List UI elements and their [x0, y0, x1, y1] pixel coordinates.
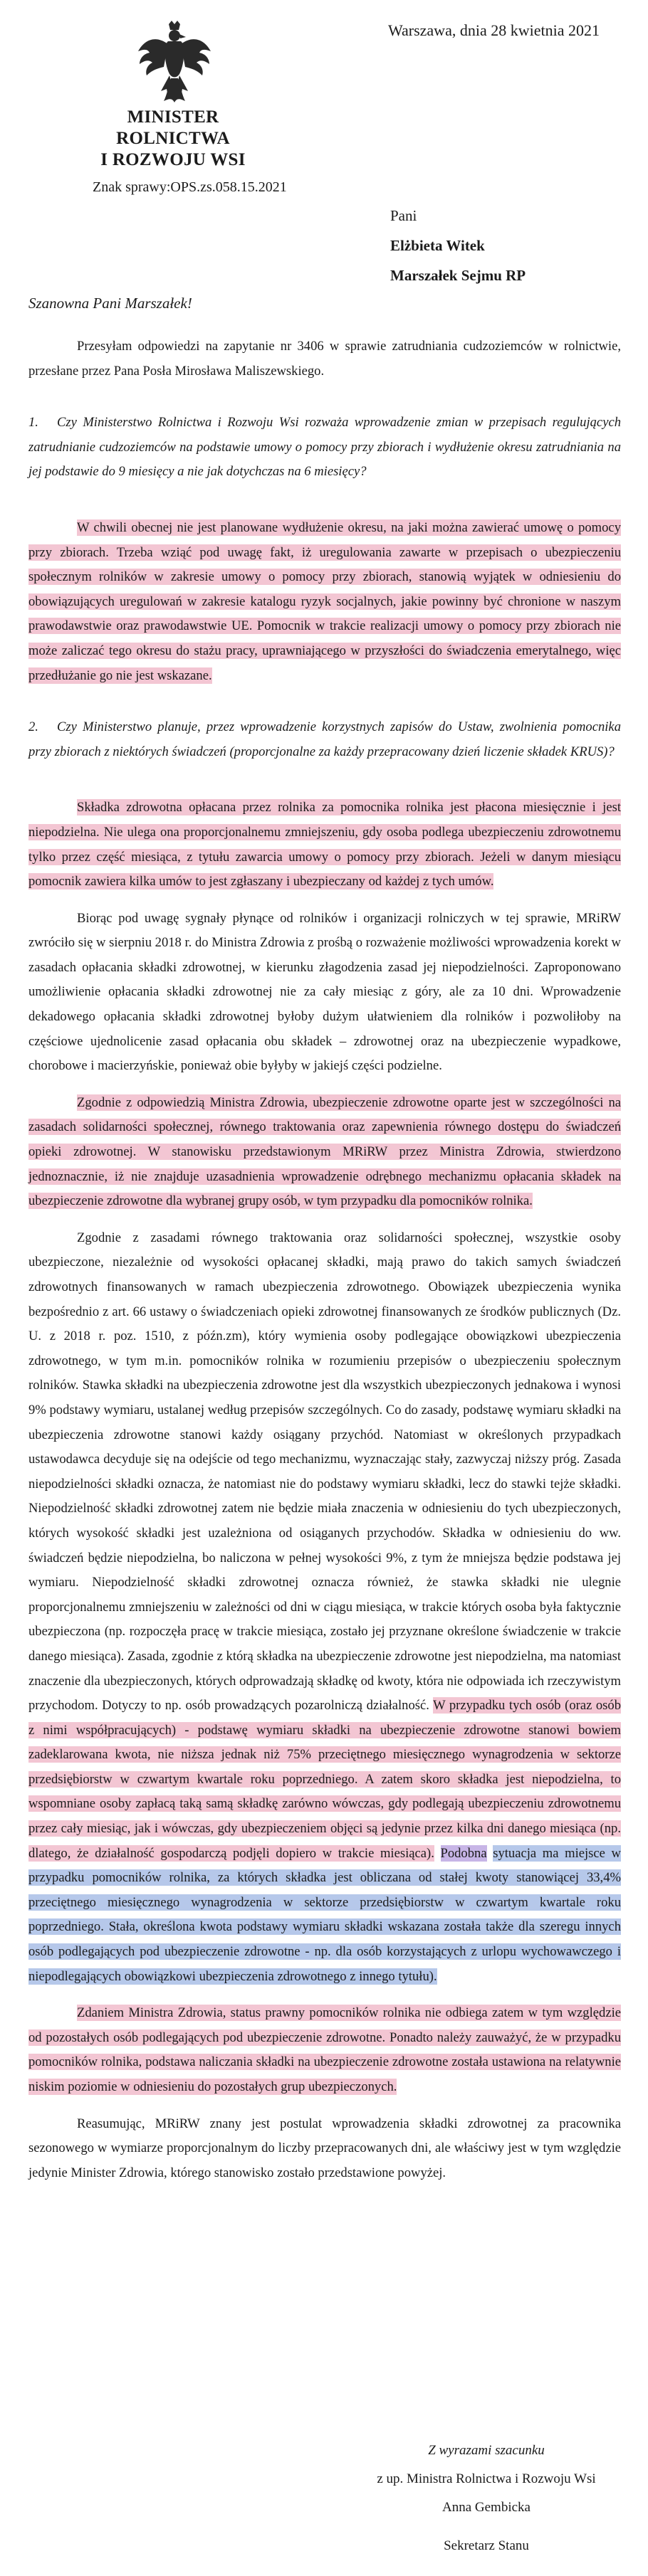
question-2-text: Czy Ministerstwo planuje, przez wprowadzenie korzystnych zapisów do Ustaw, zwolnienia pomocnika przy zbiorach z niektórych świadczeń (proporcjonalne za każdy przepracowany dzień liczenie składek KRUS)? [28, 719, 621, 759]
signature-block [369, 2437, 604, 2560]
question-1-text: Czy Ministerstwo Rolnictwa i Rozwoju Wsi rozważa wprowadzenie zmian w przepisach regulujących zatrudnianie cudzoziemców na podstawie umowy o pomocy przy zbiorach i wydłużenie okresu zatrudniania na jej podstawie do 9 miesięcy a nie jak dotychczas na 6 miesięcy? [28, 415, 621, 480]
place-date: Warszawa, dnia 28 kwietnia 2021 [388, 21, 600, 39]
answer-2-paragraph-4 [28, 1226, 621, 1989]
ministry-name [84, 107, 262, 171]
highlight-pink: Zdaniem Ministra Zdrowia, status prawny pomocników rolnika nie odbiega zatem w tym względzie od pozostałych osób podlegających pod ubezpieczenie zdrowotne. Ponadto należy zauważyć, że w przypadku pomocników rolnika, podstawa naliczania składki na ubezpieczenie zdrowotne została ustawiona na relatywnie niskim poziomie w odniesieniu do pozostałych grup ubezpieczonych. [28, 2005, 621, 2094]
intro-paragraph: Przesyłam odpowiedzi na zapytanie nr 3406 w sprawie zatrudniania cudzoziemców w rolnictwie, przesłane przez Pana Posła Mirosława Maliszewskiego. [28, 339, 621, 379]
question-1 [28, 411, 621, 485]
answer-2-paragraph-1 [28, 796, 621, 894]
ministry-name-line1: MINISTER ROLNICTWA [116, 107, 230, 148]
paragraph-text: Zgodnie z zasadami równego traktowania oraz solidarności społecznej, wszystkie osoby ubezpieczone, niezależnie od wysokości opłacanej składki, mają prawo do takich samych świadczeń zdrowotnych finansowanych w ramach ubezpieczenia zdrowotnego. Obowiązek ubezpieczenia wynika bezpośrednio z art. 66 ustawy o świadczeniach opieki zdrowotnej finansowanych ze środków publicznych (Dz. U. z 2018 r. poz. 1510, z późn.zm), który wymienia osoby podlegające obowiązkowi ubezpieczenia zdrowotnego, w tym m.in. pomocników rolnika w rozumieniu przepisów o ubezpieczeniu społecznym rolników. Stawka składki na ubezpieczenia zdrowotne jest dla wszystkich ubezpieczonych jednakowa i wynosi 9% podstawy wymiaru, ustalanej według przepisów szczególnych. Co do zasady, podstawę wymiaru składki na ubezpieczenia zdrowotne stanowi każdy osiągany przychód. Natomiast w określonych przypadkach ustawodawca decyduje się na odejście od tego mechanizmu, wyznaczając stały, zazwyczaj niższy próg. Zasada niepodzielności składki oznacza, że natomiast nie do podstawy wymiaru składki, lecz do stawki tejże składki. Niepodzielność składki zdrowotnej zatem nie będzie miała znaczenia w odniesieniu do tych ubezpieczonych, których wysokość składki jest uzależniona od osiąganych przychodów. Składka w odniesieniu do ww. świadczeń będzie niepodzielna, bo naliczona w pełnej wysokości 9%, z tym że mniejsza będzie podstawa jej wymiaru. Niepodzielność składki zdrowotnej oznacza również, że stawka składki nie ulegnie proporcjonalnemu zmniejszeniu w zależności od dni w ciągu miesiąca, w trakcie których osoba była faktycznie ubezpieczona (np. rozpoczęła pracę w trakcie miesiąca, zostało jej przyznane określone świadczenie w trakcie danego miesiąca). Zasada, zgodnie z którą składka na ubezpieczenie zdrowotne jest niepodzielna, ma natomiast znaczenie dla ubezpieczonych, których odprowadzają składkę od kwoty, która nie odpowiada ich rzeczywistym przychodom. Dotyczy to np. osób prowadzących pozarolniczą działalność. [28, 1230, 621, 1714]
answer-2-paragraph-3 [28, 1091, 621, 1214]
question-1-number: 1. [28, 415, 38, 431]
addressee-position: Marszałek Sejmu RP [390, 267, 526, 284]
question-2-number: 2. [28, 719, 38, 735]
answer-2-paragraph-5 [28, 2001, 621, 2099]
eagle-emblem-icon [135, 20, 214, 104]
ministry-name-line2: I ROZWOJU WSI [100, 150, 246, 169]
highlight-pink: W chwili obecnej nie jest planowane wydłużenie okresu, na jaki można zawierać umowę o pomocy przy zbiorach. Trzeba wziąć pod uwagę fakt, iż uregulowania zawarte w przepisach o ubezpieczeniu społecznym rolników w zakresie umowy o pomocy przy zbiorach, stanowią wyjątek w odniesieniu do obowiązujących uregulowań w zakresie katalogu ryzyk socjalnych, jakie powinny być chronione w naszym prawodawstwie oraz prawodawstwie UE. Pomocnik w trakcie realizacji umowy o pomocy przy zbiorach nie może zaliczać tego okresu do stażu pracy, uprawniającego w przyszłości do świadczenia emerytalnego, więc przedłużanie go nie jest wskazane. [28, 519, 621, 683]
answer-2-paragraph-2: Biorąc pod uwagę sygnały płynące od rolników i organizacji rolniczych w tej sprawie, MRiRW zwróciło się w sierpniu 2018 r. do Ministra Zdrowia z prośbą o rozważenie możliwości wprowadzenia korekt w zasadach opłacania składki zdrowotnej, w kierunku złagodzenia zasad jej niepodzielności. Zaproponowano umożliwienie opłacania składki zdrowotnej nie za cały miesiąc z góry, ale za 10 dni. Wprowadzenie dekadowego opłacania składki zdrowotnej byłoby dużym ułatwieniem dla rolników i pozwoliłoby na częściowe ujednolicenie zasad opłacania obu składek – zdrowotnej oraz na ubezpieczenie wypadkowe, chorobowe i macierzyńskie, ponieważ obie byłyby w jakiejś części podzielne. [28, 910, 621, 1074]
answer-2-paragraph-6: Reasumując, MRiRW znany jest postulat wprowadzenia składki zdrowotnej za pracownika sezonowego w wymiarze proporcjonalnym do liczby przepracowanych dni, ale właściwy jest w tym względzie jedynie Minister Zdrowia, którego stanowisko zostało przedstawione powyżej. [28, 2116, 621, 2180]
case-reference: Znak sprawy:OPS.zs.058.15.2021 [93, 179, 287, 195]
highlight-blue: sytuacja ma miejsce w przypadku pomocników rolnika, za których składka jest obliczana od stałej kwoty stanowiącej 33,4% przeciętnego miesięcznego wynagrodzenia w sektorze przedsiębiorstw w czwartym kwartale roku poprzedniego. Stała, określona kwota podstawy wymiaru składki wskazana została także dla szeregu innych osób podlegających pod ubezpieczenie zdrowotne - np. dla osób korzystających z urlopu wychowawczego i niepodlegających obowiązkowi ubezpieczenia zdrowotnego z innego tytułu). [28, 1845, 621, 1984]
highlight-pink: W przypadku tych osób (oraz osób z nimi współpracujących) - podstawę wymiaru składki na ubezpieczenie zdrowotne stanowi bowiem zadeklarowana kwota, nie niższa jednak niż 75% przeciętnego miesięcznego wynagrodzenia w sektorze przedsiębiorstw w czwartym kwartale roku poprzedniego. A zatem skoro składka jest niepodzielna, to wspomniane osoby zapłacą taką samą składkę zarówno wówczas, gdy podlegają ubezpieczeniu zdrowotnemu przez cały miesiąc, jak i wówczas, gdy ubezpieczeniem objęci są jedynie przez kilka dni danego miesiąca (np. dlatego, że działalność gospodarczą podjęli dopiero w trakcie miesiąca). [28, 1698, 622, 1861]
highlight-pink: Zgodnie z odpowiedzią Ministra Zdrowia, ubezpieczenie zdrowotne oparte jest w szczególności na zasadach solidarności społecznej, równego traktowania oraz zapewnienia równego dostępu do świadczeń opieki zdrowotnej. W stanowisku przedstawionym MRiRW przez Ministra Zdrowia, stwierdzono jednoznacznie, iż nie znajduje uzasadnienia wprowadzenie odrębnego mechanizmu opłacania składek na ubezpieczenie zdrowotne dla wybranej grupy osób, w tym przypadku dla pomocników rolnika. [28, 1094, 621, 1209]
signatory-role: Sekretarz Stanu [444, 2538, 529, 2553]
addressee-title: Pani [390, 207, 417, 224]
on-behalf-line: z up. Ministra Rolnictwa i Rozwoju Wsi [377, 2471, 596, 2486]
addressee-name: Elżbieta Witek [390, 237, 485, 254]
closing-formula: Z wyrazami szacunku [428, 2443, 545, 2458]
salutation: Szanowna Pani Marszałek! [28, 295, 192, 312]
answer-1-paragraph [28, 516, 621, 688]
addressee-block [390, 201, 526, 290]
highlight-purple: Podobna [440, 1845, 487, 1861]
question-2 [28, 715, 621, 764]
signatory-name: Anna Gembicka [442, 2500, 531, 2515]
letter-body [28, 334, 621, 2197]
highlight-pink: Składka zdrowotna opłacana przez rolnika za pomocnika rolnika jest płacona miesięcznie i jest niepodzielna. Nie ulega ona proporcjonalnemu zmniejszeniu, gdy osoba podlega ubezpieczeniu zdrowotnemu tylko przez część miesiąca, z tytułu zawarcia umowy o pomocy przy zbiorach. Jeżeli w danym miesiącu pomocnik zawiera kilka umów to jest zgłaszany i ubezpieczany od każdej z tych umów. [28, 800, 621, 890]
